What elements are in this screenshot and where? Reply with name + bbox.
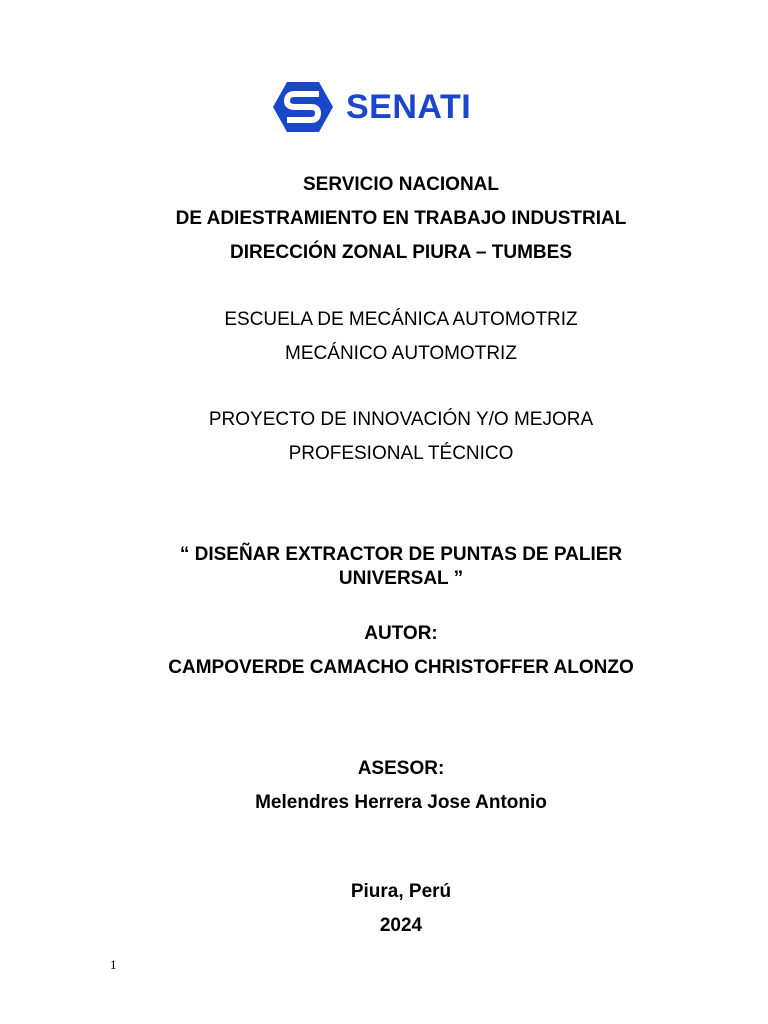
senati-hexagon-icon: [272, 80, 334, 134]
advisor-name: Melendres Herrera Jose Antonio: [255, 792, 547, 813]
advisor-label: ASESOR:: [357, 758, 445, 779]
project-title: “ DISEÑAR EXTRACTOR DE PUNTAS DE PALIER UNIVERSAL ”: [179, 544, 623, 589]
senati-logo: [272, 80, 482, 134]
institution-line-2: DE ADIESTRAMIENTO EN TRABAJO INDUSTRIAL: [175, 208, 627, 229]
institution-line-3: DIRECCIÓN ZONAL PIURA – TUMBES: [229, 242, 573, 263]
school-line-2: MECÁNICO AUTOMOTRIZ: [285, 343, 517, 364]
year: 2024: [379, 915, 423, 936]
institution-line-1: SERVICIO NACIONAL: [302, 174, 499, 195]
project-line-2: PROFESIONAL TÉCNICO: [288, 443, 514, 464]
school-line-1: ESCUELA DE MECÁNICA AUTOMOTRIZ: [224, 309, 578, 330]
page-number: 1: [110, 957, 117, 972]
project-line-1: PROYECTO DE INNOVACIÓN Y/O MEJORA: [208, 409, 594, 430]
place: Piura, Perú: [350, 881, 452, 902]
logo-wordmark: SENATI: [346, 88, 472, 126]
author-name: CAMPOVERDE CAMACHO CHRISTOFFER ALONZO: [168, 657, 634, 678]
author-label: AUTOR:: [364, 623, 438, 644]
